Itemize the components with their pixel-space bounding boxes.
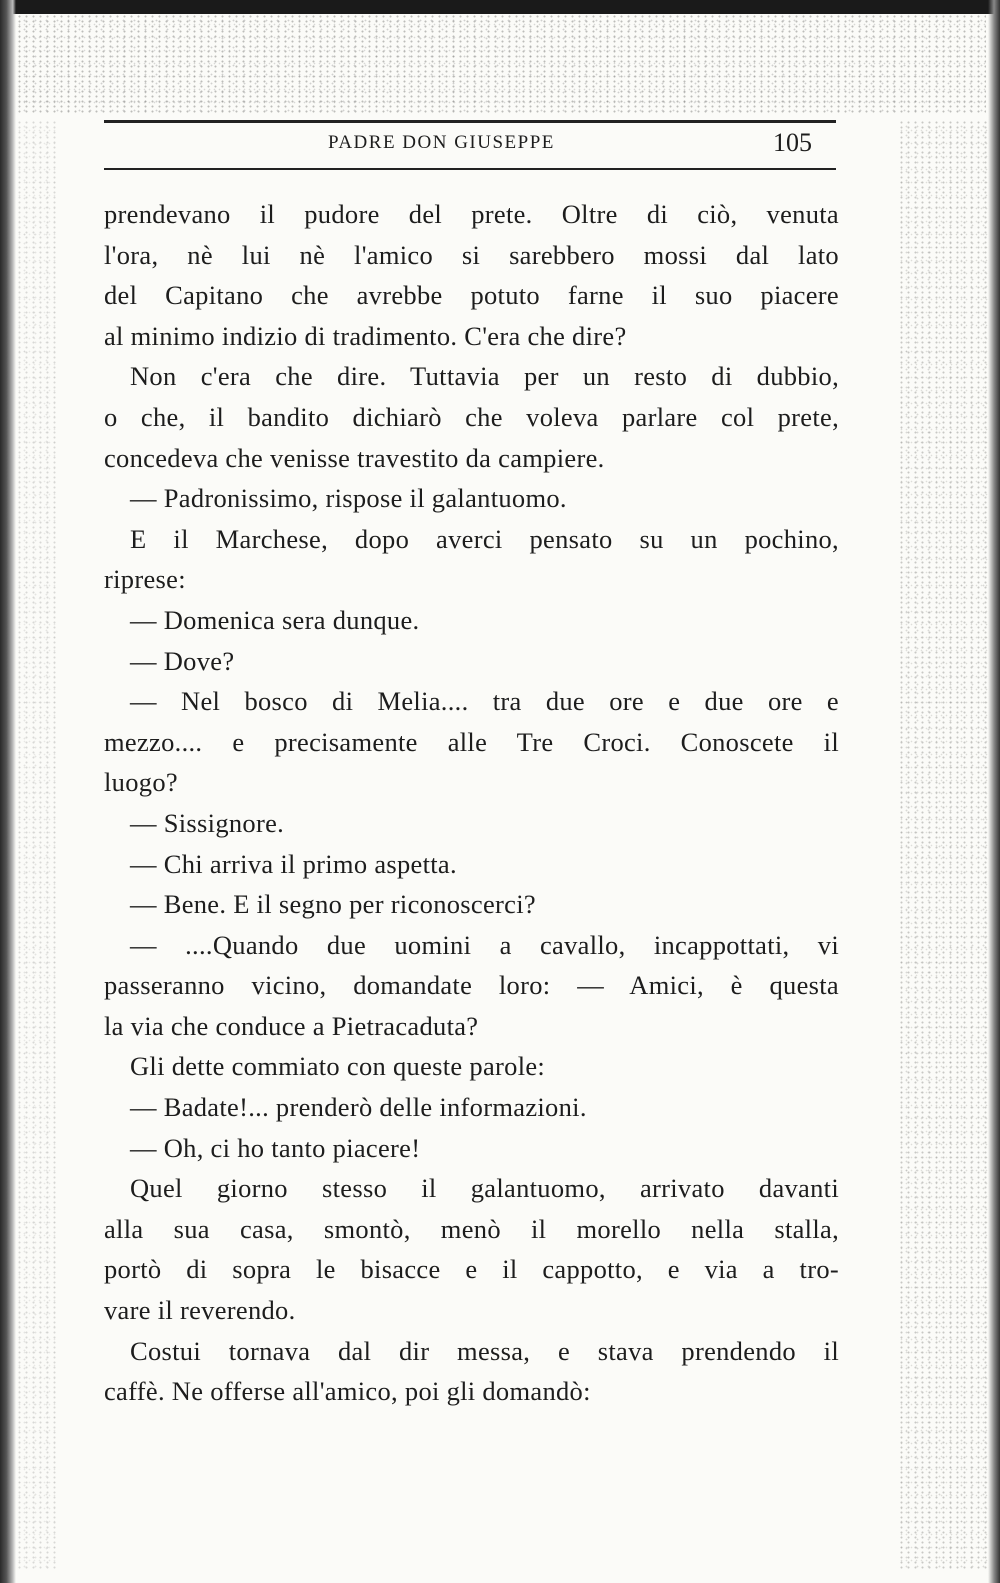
text-line: — Padronissimo, rispose il galantuomo.: [130, 483, 567, 514]
text-line: — ....Quando due uomini a cavallo, incappottati, vi: [130, 929, 839, 960]
scan-noise-right: [898, 120, 988, 1570]
text-line: — Bene. E il segno per riconoscerci?: [130, 889, 536, 920]
text-line: — Domenica sera dunque.: [130, 604, 420, 635]
scan-right-edge: [988, 0, 1000, 1583]
text-line: — Nel bosco di Melia.... tra due ore e due ore e: [130, 686, 839, 717]
page-number: 105: [773, 128, 812, 157]
text-line: — Dove?: [130, 645, 235, 676]
body-text: [104, 194, 839, 1412]
text-line: — Badate!... prenderò delle informazioni.: [130, 1092, 587, 1123]
text-line: riprese:: [104, 564, 186, 595]
header-rule-top: [104, 120, 836, 123]
text-line: portò di sopra le bisacce e il cappotto, e via a tro-: [104, 1254, 839, 1285]
scan-left-binding-edge: [0, 0, 16, 1583]
text-line: — Sissignore.: [130, 807, 285, 838]
header-rule-bottom: [104, 168, 836, 170]
text-line: al minimo indizio di tradimento. C'era che dire?: [104, 320, 627, 351]
running-head: [104, 128, 836, 164]
text-line: prendevano il pudore del prete. Oltre di ciò, venuta: [104, 199, 839, 229]
text-line: Costui tornava dal dir messa, e stava prendendo il: [130, 1335, 839, 1366]
text-line: la via che conduce a Pietracaduta?: [104, 1010, 479, 1041]
text-line: — Chi arriva il primo aspetta.: [130, 848, 457, 879]
scan-noise-top: [16, 14, 986, 114]
text-line: Quel giorno stesso il galantuomo, arrivato davanti: [130, 1173, 839, 1204]
text-line: Non c'era che dire. Tuttavia per un resto di dubbio,: [130, 361, 839, 392]
scan-top-border: [0, 0, 1000, 14]
text-line: mezzo.... e precisamente alle Tre Croci. Conoscete il: [104, 726, 839, 757]
scan-noise-left: [16, 120, 56, 1570]
text-line: l'ora, nè lui nè l'amico si sarebbero mossi dal lato: [104, 239, 839, 270]
text-line: luogo?: [104, 767, 178, 798]
text-line: vare il reverendo.: [104, 1295, 296, 1326]
text-line: o che, il bandito dichiarò che voleva parlare col prete,: [104, 401, 839, 432]
text-line: Gli dette commiato con queste parole:: [130, 1051, 546, 1082]
text-line: concedeva che venisse travestito da campiere.: [104, 442, 605, 473]
text-line: caffè. Ne offerse all'amico, poi gli domandò:: [104, 1376, 591, 1407]
text-line: alla sua casa, smontò, menò il morello nella stalla,: [104, 1213, 839, 1244]
running-title: PADRE DON GIUSEPPE: [328, 132, 555, 153]
text-line: del Capitano che avrebbe potuto farne il suo piacere: [104, 280, 839, 311]
text-line: E il Marchese, dopo averci pensato su un pochino,: [130, 523, 839, 554]
text-line: passeranno vicino, domandate loro: — Amici, è questa: [104, 970, 839, 1001]
text-line: — Oh, ci ho tanto piacere!: [130, 1132, 421, 1163]
